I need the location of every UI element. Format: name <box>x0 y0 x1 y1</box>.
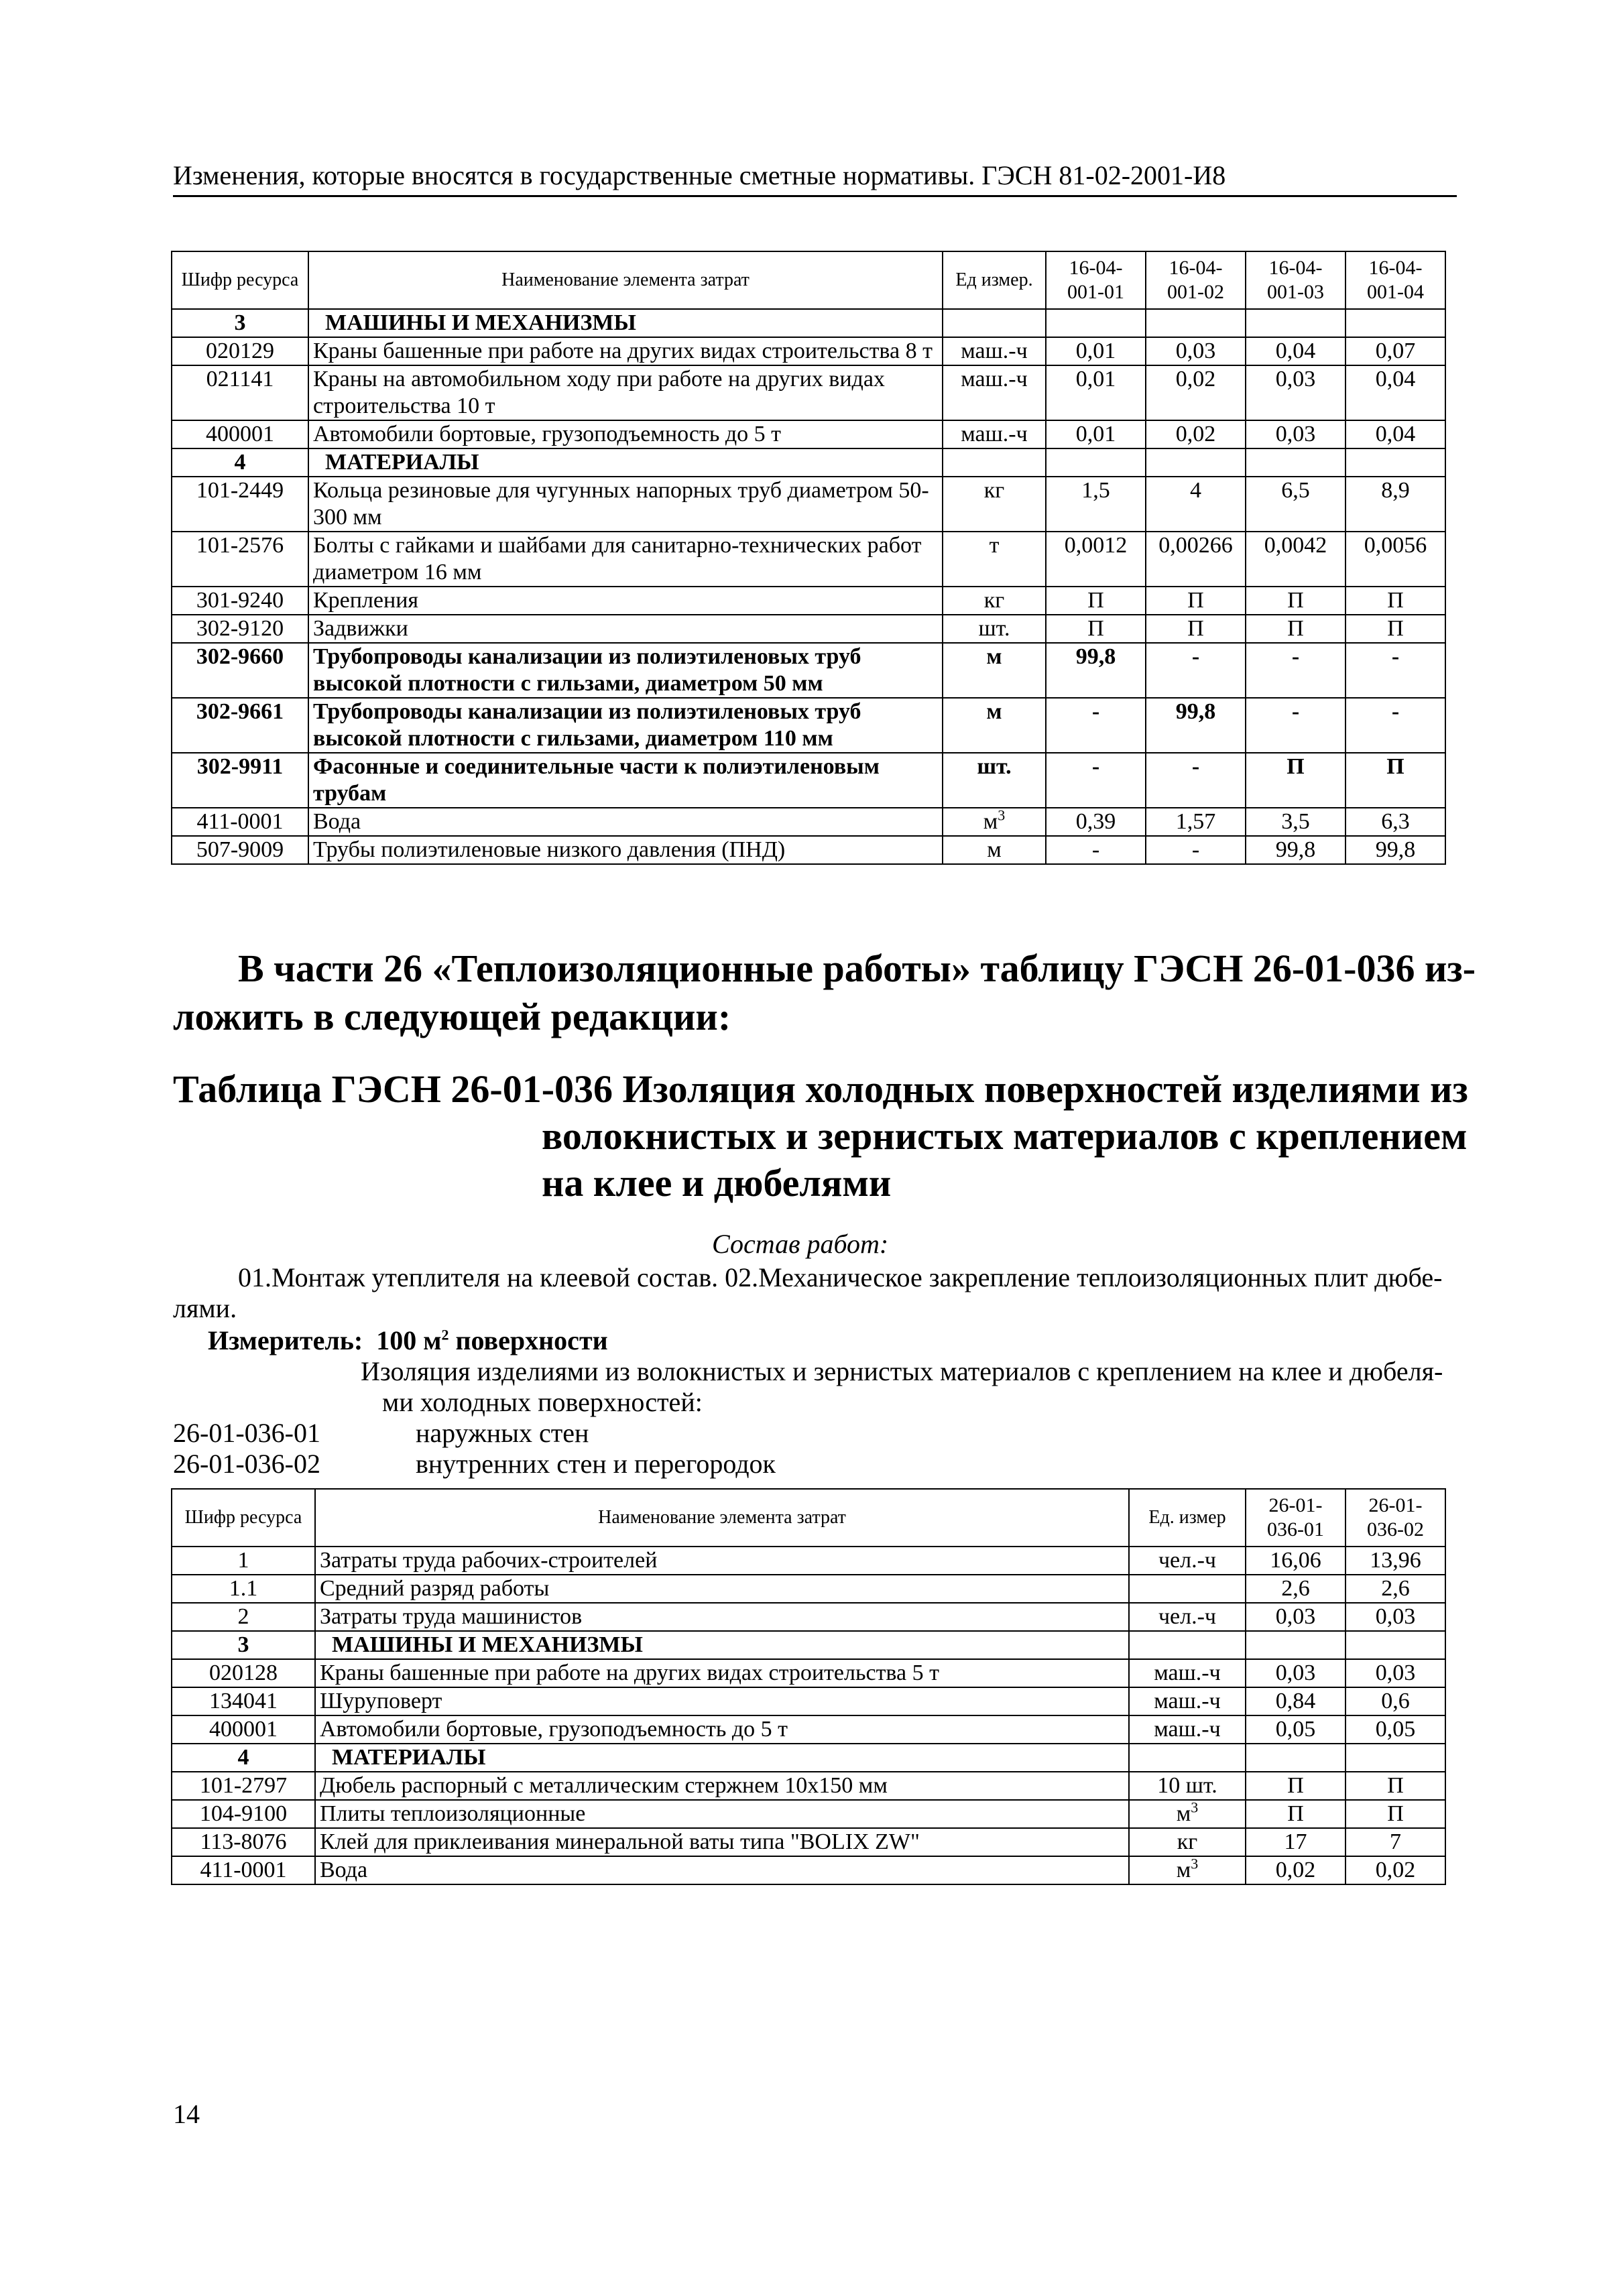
cell-value: 0,03 <box>1246 420 1345 448</box>
cell-unit: $м^3$ <box>943 808 1046 836</box>
cell-value <box>1345 309 1445 337</box>
col-header-name: Наименование элемента затрат <box>308 251 943 309</box>
cell-value: - <box>1246 698 1345 753</box>
col-header-unit: Ед измер. <box>943 251 1046 309</box>
cell-name: Вода <box>315 1856 1129 1884</box>
cell-code: 302-9120 <box>172 615 308 643</box>
cell-value: П <box>1246 1800 1345 1828</box>
cell-unit: 10 шт. <box>1129 1772 1246 1800</box>
cell-unit: кг <box>943 477 1046 532</box>
cell-value: П <box>1046 587 1146 615</box>
section-row <box>172 1631 1445 1659</box>
cell-unit: шт. <box>943 615 1046 643</box>
cell-code: 3 <box>172 309 308 337</box>
table-title-line2: волокнистых и зернистых материалов с креплением <box>542 1114 1468 1158</box>
cell-name: Вода <box>308 808 943 836</box>
page-number: 14 <box>173 2099 200 2129</box>
cell-code: 020129 <box>172 337 308 365</box>
table-row <box>172 1715 1445 1744</box>
table-row <box>172 420 1445 448</box>
cell-value: 0,6 <box>1345 1687 1445 1715</box>
cell-value: 0,04 <box>1246 337 1345 365</box>
cell-value <box>1146 448 1246 477</box>
composition-line2: лями. <box>173 1293 237 1323</box>
cell-value: - <box>1046 698 1146 753</box>
cell-unit: кг <box>943 587 1046 615</box>
col-header-16-04-001-01: 16-04- 001-01 <box>1046 251 1146 309</box>
item1-code: 26-01-036-01 <box>173 1418 320 1448</box>
running-header: Изменения, которые вносятся в государственные сметные нормативы. ГЭСН 81-02-2001-И8 <box>173 160 1457 197</box>
cell-name: МАТЕРИАЛЫ <box>308 448 943 477</box>
cell-code: 400001 <box>172 420 308 448</box>
cell-value: 0,05 <box>1246 1715 1345 1744</box>
cell-value: - <box>1146 643 1246 698</box>
table-header-row <box>172 1489 1445 1547</box>
cell-unit <box>1129 1631 1246 1659</box>
table-row <box>172 643 1445 698</box>
cell-code: 134041 <box>172 1687 315 1715</box>
cell-code: 301-9240 <box>172 587 308 615</box>
cell-code: 101-2576 <box>172 532 308 587</box>
cell-value <box>1345 1631 1445 1659</box>
cell-value: - <box>1146 836 1246 864</box>
cell-code: 104-9100 <box>172 1800 315 1828</box>
cell-code: 400001 <box>172 1715 315 1744</box>
table-title-line3: на клее и дюбелями <box>542 1161 892 1205</box>
cell-name: Крепления <box>308 587 943 615</box>
cell-code: 101-2449 <box>172 477 308 532</box>
col-header-unit: Ед. измер <box>1129 1489 1246 1547</box>
cell-name: Дюбель распорный с металлическим стержнем 10х150 мм <box>315 1772 1129 1800</box>
cell-value: 0,03 <box>1345 1659 1445 1687</box>
cell-value: П <box>1345 1800 1445 1828</box>
table-row <box>172 753 1445 808</box>
section-heading-line2: ложить в следующей редакции: <box>173 995 731 1038</box>
cell-value: П <box>1246 615 1345 643</box>
cell-value: 0,00266 <box>1146 532 1246 587</box>
cell-value: 0,84 <box>1246 1687 1345 1715</box>
cell-name: Болты с гайками и шайбами для санитарно-технических работ диаметром 16 мм <box>308 532 943 587</box>
cell-code: 302-9661 <box>172 698 308 753</box>
cell-unit: чел.-ч <box>1129 1603 1246 1631</box>
cell-code: 4 <box>172 448 308 477</box>
table-header-row <box>172 251 1445 309</box>
cell-value: - <box>1046 753 1146 808</box>
cell-unit: маш.-ч <box>1129 1687 1246 1715</box>
cell-value: 4 <box>1146 477 1246 532</box>
table1-body <box>172 309 1445 864</box>
cell-code: 507-9009 <box>172 836 308 864</box>
meter-label: Измеритель: <box>208 1325 363 1355</box>
cell-value: 17 <box>1246 1828 1345 1856</box>
cell-name: Трубы полиэтиленовые низкого давления (ПНД) <box>308 836 943 864</box>
cell-unit <box>943 448 1046 477</box>
cell-code: 302-9911 <box>172 753 308 808</box>
cell-value: 99,8 <box>1246 836 1345 864</box>
table-row <box>172 365 1445 420</box>
col-header-16-04-001-04: 16-04- 001-04 <box>1345 251 1445 309</box>
cell-code: 1 <box>172 1547 315 1575</box>
cell-unit: м <box>943 643 1046 698</box>
table-row <box>172 698 1445 753</box>
table-row <box>172 808 1445 836</box>
cell-unit: маш.-ч <box>1129 1715 1246 1744</box>
cell-unit: кг <box>1129 1828 1246 1856</box>
cell-unit: $м^3$ <box>1129 1856 1246 1884</box>
table-row <box>172 836 1445 864</box>
cell-value: 0,0012 <box>1046 532 1146 587</box>
table-row <box>172 1772 1445 1800</box>
section-row <box>172 309 1445 337</box>
meter-tail: поверхности <box>448 1325 608 1355</box>
meter <box>208 1325 608 1357</box>
meter-value: 100 м <box>376 1325 442 1355</box>
cell-value <box>1146 309 1246 337</box>
cell-code: 411-0001 <box>172 1856 315 1884</box>
cell-name: Автомобили бортовые, грузоподъемность до 5 т <box>308 420 943 448</box>
table-row <box>172 1603 1445 1631</box>
cell-unit: маш.-ч <box>943 420 1046 448</box>
cell-value: 0,0056 <box>1345 532 1445 587</box>
cell-code: 021141 <box>172 365 308 420</box>
meter-sup: 2 <box>441 1326 449 1343</box>
cell-value: 0,03 <box>1246 365 1345 420</box>
table-row <box>172 615 1445 643</box>
composition-title: Состав работ: <box>712 1229 889 1259</box>
cell-value: 0,01 <box>1046 420 1146 448</box>
section-row <box>172 1744 1445 1772</box>
cell-value: 2,6 <box>1345 1575 1445 1603</box>
cell-code: 4 <box>172 1744 315 1772</box>
table-title-line1: Таблица ГЭСН 26-01-036 Изоляция холодных поверхностей изделиями из <box>173 1067 1468 1111</box>
table2-body <box>172 1547 1445 1884</box>
cell-name: Краны башенные при работе на других видах строительства 8 т <box>308 337 943 365</box>
cell-code: 1.1 <box>172 1575 315 1603</box>
cell-code: 113-8076 <box>172 1828 315 1856</box>
cell-value: 2,6 <box>1246 1575 1345 1603</box>
cell-value: 0,03 <box>1246 1659 1345 1687</box>
cell-value <box>1046 448 1146 477</box>
cell-value <box>1246 1631 1345 1659</box>
cell-name: Краны на автомобильном ходу при работе на других видах строительства 10 т <box>308 365 943 420</box>
cell-value: 0,05 <box>1345 1715 1445 1744</box>
cell-code: 020128 <box>172 1659 315 1687</box>
cell-value: - <box>1345 698 1445 753</box>
table-row <box>172 337 1445 365</box>
resource-table-26-01-036 <box>171 1488 1446 1885</box>
cell-code: 101-2797 <box>172 1772 315 1800</box>
table-row <box>172 1856 1445 1884</box>
cell-value: 0,03 <box>1146 337 1246 365</box>
cell-value: 99,8 <box>1046 643 1146 698</box>
cell-value <box>1345 1744 1445 1772</box>
table-row <box>172 532 1445 587</box>
resource-table-16-04-001 <box>171 251 1446 865</box>
cell-unit <box>943 309 1046 337</box>
cell-name: Трубопроводы канализации из полиэтиленовых труб высокой плотности с гильзами, диаметром 110 мм <box>308 698 943 753</box>
cell-name: Трубопроводы канализации из полиэтиленовых труб высокой плотности с гильзами, диаметром 50 мм <box>308 643 943 698</box>
cell-name: Автомобили бортовые, грузоподъемность до 5 т <box>315 1715 1129 1744</box>
cell-value: П <box>1345 1772 1445 1800</box>
cell-value: 99,8 <box>1345 836 1445 864</box>
cell-value: 0,02 <box>1146 420 1246 448</box>
item2-text: внутренних стен и перегородок <box>416 1449 776 1479</box>
cell-value: 6,5 <box>1246 477 1345 532</box>
cell-name: Клей для приклеивания минеральной ваты типа "BOLIX ZW" <box>315 1828 1129 1856</box>
cell-name: МАШИНЫ И МЕХАНИЗМЫ <box>315 1631 1129 1659</box>
section-row <box>172 448 1445 477</box>
cell-name: Шуруповерт <box>315 1687 1129 1715</box>
cell-code: 411-0001 <box>172 808 308 836</box>
item1-text: наружных стен <box>416 1418 589 1448</box>
cell-unit: маш.-ч <box>943 337 1046 365</box>
cell-value: 0,01 <box>1046 365 1146 420</box>
cell-value: 16,06 <box>1246 1547 1345 1575</box>
cell-value: 0,04 <box>1345 420 1445 448</box>
description-line1: Изоляция изделиями из волокнистых и зернистых материалов с креплением на клее и дюбеля- <box>361 1356 1443 1386</box>
cell-value: 7 <box>1345 1828 1445 1856</box>
cell-value: П <box>1146 587 1246 615</box>
cell-value: П <box>1345 753 1445 808</box>
cell-name: МАТЕРИАЛЫ <box>315 1744 1129 1772</box>
cell-value: П <box>1146 615 1246 643</box>
description-line2: ми холодных поверхностей: <box>382 1387 703 1417</box>
cell-value: 13,96 <box>1345 1547 1445 1575</box>
col-header-26-01-036-01: 26-01- 036-01 <box>1246 1489 1345 1547</box>
cell-value: 8,9 <box>1345 477 1445 532</box>
cell-value <box>1046 309 1146 337</box>
cell-unit: $м^3$ <box>1129 1800 1246 1828</box>
cell-value: П <box>1246 753 1345 808</box>
cell-value: 0,03 <box>1345 1603 1445 1631</box>
cell-unit <box>1129 1744 1246 1772</box>
cell-unit: маш.-ч <box>1129 1659 1246 1687</box>
cell-value: 0,02 <box>1246 1856 1345 1884</box>
table-row <box>172 477 1445 532</box>
col-header-26-01-036-02: 26-01- 036-02 <box>1345 1489 1445 1547</box>
table-row <box>172 1828 1445 1856</box>
cell-value: 6,3 <box>1345 808 1445 836</box>
cell-value <box>1345 448 1445 477</box>
cell-unit: маш.-ч <box>943 365 1046 420</box>
cell-value: 0,02 <box>1345 1856 1445 1884</box>
cell-value: 0,07 <box>1345 337 1445 365</box>
col-header-code: Шифр ресурса <box>172 251 308 309</box>
cell-value <box>1246 309 1345 337</box>
cell-value: - <box>1046 836 1146 864</box>
cell-value: - <box>1146 753 1246 808</box>
item2-code: 26-01-036-02 <box>173 1449 320 1479</box>
col-header-16-04-001-02: 16-04- 001-02 <box>1146 251 1246 309</box>
cell-unit: м <box>943 698 1046 753</box>
table-row <box>172 1547 1445 1575</box>
cell-value: 0,03 <box>1246 1603 1345 1631</box>
col-header-16-04-001-03: 16-04- 001-03 <box>1246 251 1345 309</box>
cell-value: 99,8 <box>1146 698 1246 753</box>
table-row <box>172 1659 1445 1687</box>
cell-value: 0,04 <box>1345 365 1445 420</box>
cell-unit: м <box>943 836 1046 864</box>
cell-name: Задвижки <box>308 615 943 643</box>
cell-name: МАШИНЫ И МЕХАНИЗМЫ <box>308 309 943 337</box>
cell-name: Краны башенные при работе на других видах строительства 5 т <box>315 1659 1129 1687</box>
cell-value <box>1246 1744 1345 1772</box>
cell-value: 0,39 <box>1046 808 1146 836</box>
cell-name: Средний разряд работы <box>315 1575 1129 1603</box>
cell-value: 1,5 <box>1046 477 1146 532</box>
cell-name: Плиты теплоизоляционные <box>315 1800 1129 1828</box>
cell-value: П <box>1345 615 1445 643</box>
cell-unit <box>1129 1575 1246 1603</box>
col-header-name: Наименование элемента затрат <box>315 1489 1129 1547</box>
cell-code: 3 <box>172 1631 315 1659</box>
cell-code: 2 <box>172 1603 315 1631</box>
composition-line1: 01.Монтаж утеплителя на клеевой состав. 02.Механическое закрепление теплоизоляционных плит дюбе- <box>238 1262 1443 1292</box>
cell-name: Затраты труда рабочих-строителей <box>315 1547 1129 1575</box>
cell-name: Затраты труда машинистов <box>315 1603 1129 1631</box>
section-heading-line1: В части 26 «Теплоизоляционные работы» таблицу ГЭСН 26-01-036 из- <box>238 947 1476 990</box>
cell-value: 0,02 <box>1146 365 1246 420</box>
cell-value: 3,5 <box>1246 808 1345 836</box>
cell-value: П <box>1345 587 1445 615</box>
cell-value <box>1246 448 1345 477</box>
cell-value: П <box>1046 615 1146 643</box>
cell-value: 1,57 <box>1146 808 1246 836</box>
cell-name: Кольца резиновые для чугунных напорных труб диаметром 50-300 мм <box>308 477 943 532</box>
cell-value: - <box>1345 643 1445 698</box>
cell-unit: т <box>943 532 1046 587</box>
table-row <box>172 1575 1445 1603</box>
cell-value: П <box>1246 1772 1345 1800</box>
cell-value: П <box>1246 587 1345 615</box>
cell-unit: шт. <box>943 753 1046 808</box>
table-row <box>172 1687 1445 1715</box>
table-row <box>172 1800 1445 1828</box>
cell-code: 302-9660 <box>172 643 308 698</box>
cell-value: - <box>1246 643 1345 698</box>
col-header-code: Шифр ресурса <box>172 1489 315 1547</box>
table-row <box>172 587 1445 615</box>
cell-name: Фасонные и соединительные части к полиэтиленовым трубам <box>308 753 943 808</box>
cell-value: 0,01 <box>1046 337 1146 365</box>
cell-value: 0,0042 <box>1246 532 1345 587</box>
cell-unit: чел.-ч <box>1129 1547 1246 1575</box>
